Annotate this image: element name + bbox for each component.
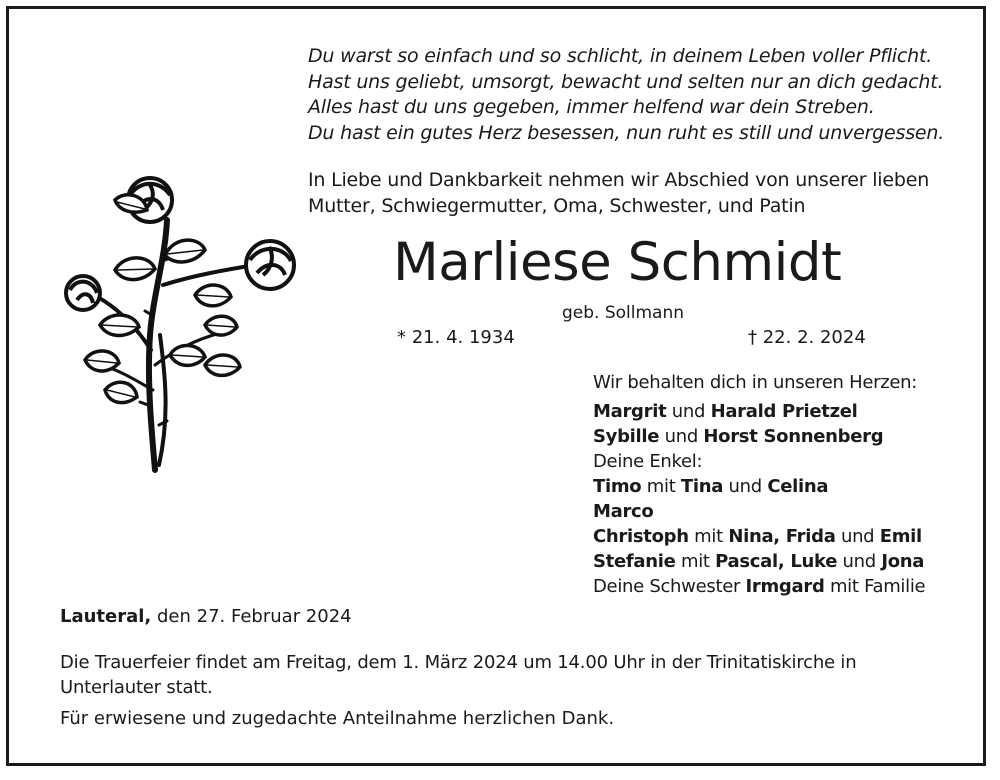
poem-line: Du hast ein gutes Herz besessen, nun ruht es still und unvergessen. [308,121,945,144]
rose-illustration [55,165,310,480]
funeral-info [60,650,960,700]
birth-name: geb. Sollmann [562,303,685,323]
birth-date: * 21. 4. 1934 [397,327,515,348]
mourner-line: Marco [593,501,654,522]
poem [308,44,968,146]
mourner-line: Christoph mit Nina, Frida und Emil [593,526,922,547]
funeral-line: Unterlauter statt. [60,677,213,698]
mourner-line: Margrit und Harald Prietzel [593,401,858,422]
intro-text [308,167,988,219]
mourner-line: Deine Schwester Irmgard mit Familie [593,576,926,597]
thanks-text: Für erwiesene und zugedachte Anteilnahme herzlichen Dank. [60,708,615,729]
intro-line: Mutter, Schwiegermutter, Oma, Schwester, und Patin [308,195,806,217]
poem-line: Hast uns geliebt, umsorgt, bewacht und selten nur an dich gedacht. [308,70,944,93]
funeral-line: Die Trauerfeier findet am Freitag, dem 1. März 2024 um 14.00 Uhr in der Trinitatiskirche in [60,652,857,673]
place-date: Lauteral, den 27. Februar 2024 [60,606,352,627]
mourner-line: Deine Enkel: [593,451,703,472]
deceased-name: Marliese Schmidt [393,232,842,293]
poem-line: Alles hast du uns gegeben, immer helfend war dein Streben. [308,96,875,118]
mourner-line: Stefanie mit Pascal, Luke und Jona [593,551,925,572]
intro-line: In Liebe und Dankbarkeit nehmen wir Abschied von unserer lieben [308,169,930,191]
death-date: † 22. 2. 2024 [748,327,866,348]
mourner-line: Timo mit Tina und Celina [593,476,829,497]
mourners-header: Wir behalten dich in unseren Herzen: [593,372,917,393]
mourners-list [593,370,985,599]
mourner-line: Sybille und Horst Sonnenberg [593,426,884,447]
poem-line: Du warst so einfach und so schlicht, in deinem Leben voller Pflicht. [308,45,933,67]
